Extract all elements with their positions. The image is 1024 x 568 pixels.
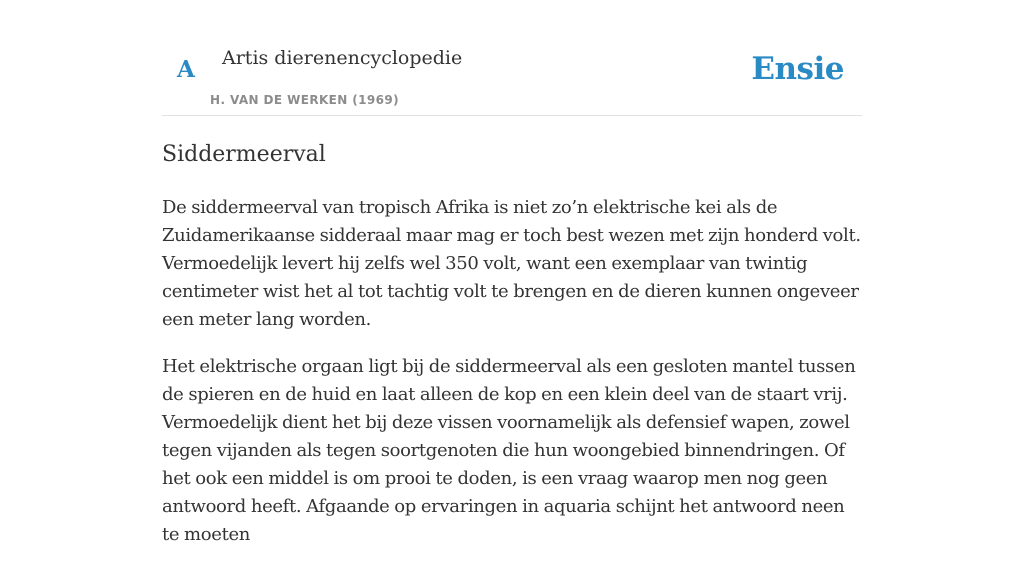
article <box>162 138 862 568</box>
book-title[interactable]: Artis dierenencyclopedie <box>222 47 463 69</box>
article-title: Siddermeerval <box>162 142 326 167</box>
brand-logo-link[interactable]: Ensie <box>751 51 844 87</box>
index-letter[interactable]: A <box>177 56 195 83</box>
article-paragraph: De siddermeerval van tropisch Afrika is niet zo’n elektrische kei als de Zuidamerikaanse sidderaal maar mag er toch best wezen met zijn honderd volt. Vermoedelijk levert hij zelfs wel 350 volt, want een exemplaar van twintig centimeter wist het al tot tachtig volt te brengen en de dieren kunnen ongeveer een meter lang worden. <box>162 197 861 330</box>
article-paragraph: Het elektrische orgaan ligt bij de siddermeerval als een gesloten mantel tussen de spieren en de huid en laat alleen de kop en een klein deel van de staart vrij. Vermoedelijk dient het bij deze vissen voornamelijk als defensief wapen, zowel tegen vijanden als tegen soortgenoten die hun woongebied binnendringen. Of het ook een middel is om prooi te doden, is een vraag waarop men nog geen antwoord heeft. Afgaande op ervaringen in aquaria schijnt het antwoord neen te moeten <box>162 356 856 545</box>
page-header <box>162 0 862 116</box>
author-byline: H. VAN DE WERKEN (1969) <box>210 93 400 107</box>
